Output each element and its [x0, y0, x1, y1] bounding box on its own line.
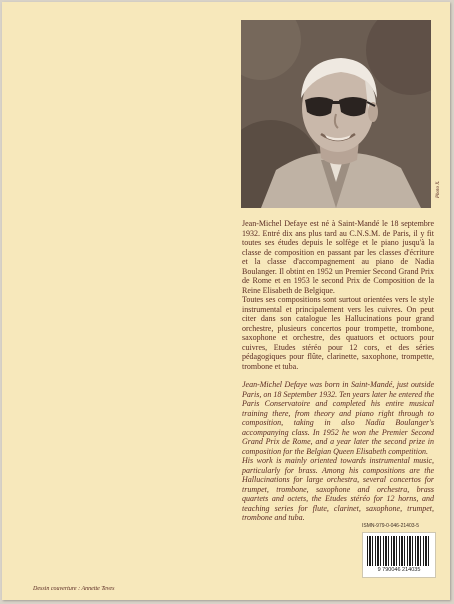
bio-en-paragraph-1: Jean-Michel Defaye was born in Saint-Mandé, just outside Paris, on 18 September 1932. Ten years later he entered the Paris Conservatoire and completed his entire musical training there, from theory and piano right through to composition, taking in also Nadia Boulanger's accompanying class. In 1952 he won the Premier Second Grand Prix de Rome, and a year later the second prize in composition for the Belgian Queen Elisabeth competition.: [242, 380, 434, 456]
bio-fr-paragraph-1: Jean-Michel Defaye est né à Saint-Mandé le 18 septembre 1932. Entré dix ans plus tard au C.N.S.M. de Paris, il y fit toutes ses études depuis le solfège et le piano jusqu'à la classe de composition en passant par les classes d'écriture et la classe d'accompagnement au piano de Nadia Boulanger. Il obtint en 1952 un Premier Second Grand Prix de Rome et en 1953 le second Prix de Composition de la Reine Elisabeth de Belgique.: [242, 219, 434, 295]
cover-credit: Dessin couverture : Annette Teves: [33, 586, 115, 592]
barcode-number: 9 790046 214035: [377, 567, 421, 573]
barcode-bars: [367, 536, 431, 566]
composer-photo: [241, 20, 431, 208]
ismn-number: ISMN-979-0-046-21403-5: [362, 523, 419, 529]
photo-credit: Photo X.: [436, 180, 441, 198]
biography: [242, 219, 434, 523]
back-cover: [2, 2, 450, 600]
bio-en-paragraph-2: His work is mainly oriented towards instrumental music, particularly for brass. Among his compositions are the Hallucinations for large orchestra, several concertos for trumpet, trombone, saxophone and orchestra, brass quartets and octets, the Etudes stéréo for 12 horns, and teaching series for flute, clarinet, saxophone, trumpet, trombone and tuba.: [242, 456, 434, 522]
section-gap: [242, 371, 434, 380]
barcode: [362, 532, 436, 578]
bio-fr-paragraph-2: Toutes ses compositions sont surtout orientées vers le style instrumental et principalement vers les cuivres. On peut citer dans son catalogue les Hallucinations pour grand orchestre, plusieurs concertos pour trompette, trombone, saxophone et orchestre, des quatuors et octuors pour cuivres, Etudes stéréo pour 12 cors, et des séries pédagogiques pour flûte, clarinette, saxophone, trompette, trombone et tuba.: [242, 295, 434, 371]
